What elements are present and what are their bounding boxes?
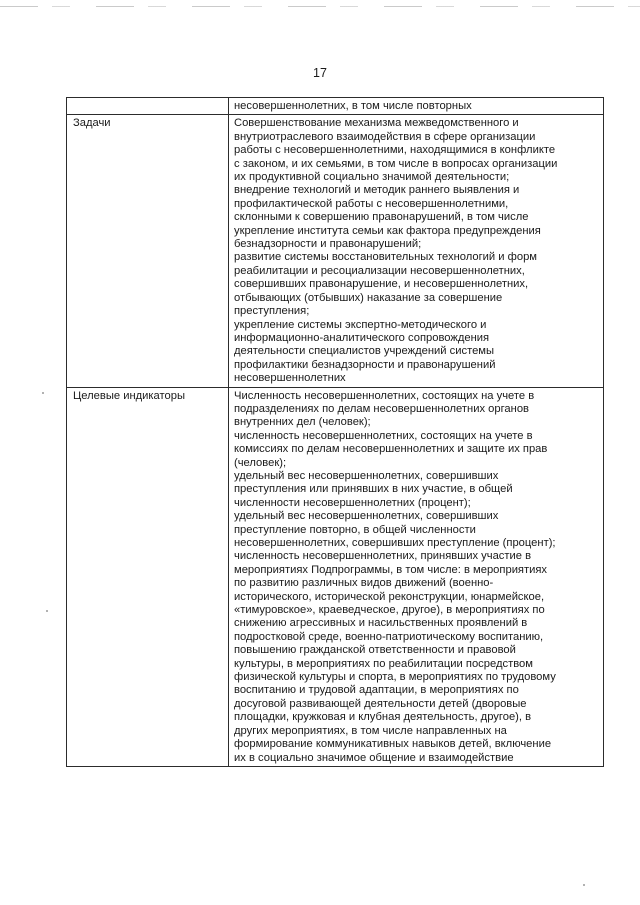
content-line: досуговой развивающей деятельности детей (дворовые	[234, 697, 527, 710]
row-label-tasks: Задачи	[67, 115, 229, 387]
content-line: культуры, в мероприятиях по реабилитации посредством	[234, 657, 533, 670]
content-line: их продуктивной социально значимой деятельности;	[234, 171, 510, 184]
content-line: удельный вес несовершеннолетних, совершивших	[234, 469, 499, 482]
content-line: воспитанию и трудовой адаптации, в мероприятиях по	[234, 684, 519, 697]
content-line: реабилитации и ресоциализации несовершеннолетних,	[234, 264, 525, 277]
content-line: снижению агрессивных и насильственных проявлений в	[234, 617, 528, 630]
content-line: внедрение технологий и методик раннего выявления и	[234, 184, 520, 197]
content-line: комиссиях по делам несовершеннолетних и защите их прав	[234, 443, 548, 456]
content-line: преступления;	[234, 305, 310, 318]
program-passport-table	[66, 97, 604, 767]
content-line: повышению гражданской ответственности и правовой	[234, 644, 516, 657]
content-line: внутренних дел (человек);	[234, 416, 371, 429]
content-line: отбывающих (отбывших) наказание за совершение	[234, 291, 503, 304]
content-line: формирование коммуникативных навыков детей, включение	[234, 738, 552, 751]
row-content-continuation	[229, 98, 604, 115]
row-content-tasks	[229, 115, 604, 387]
content-line: преступления или принявших в них участие, в общей	[234, 483, 513, 496]
content-line: подростковой среде, военно-патриотическому воспитанию,	[234, 630, 544, 643]
content-line: с законом, и их семьями, в том числе в вопросах организации	[234, 157, 558, 170]
content-line: профилактики безнадзорности и правонарушений	[234, 358, 496, 371]
content-line: Совершенствование механизма межведомственного и	[234, 117, 519, 130]
content-line: численность несовершеннолетних, принявших участие в	[234, 550, 532, 563]
content-line: профилактической работы с несовершеннолетними,	[234, 197, 509, 210]
content-line: несовершеннолетних, в том числе повторных	[234, 100, 472, 112]
content-line: удельный вес несовершеннолетних, совершивших	[234, 510, 499, 523]
table-row-target-indicators	[67, 387, 604, 766]
content-line: «тимуровское», краеведческое, другое), в мероприятиях по	[234, 604, 545, 617]
content-line: других мероприятиях, в том числе направленных на	[234, 724, 507, 737]
scan-artifact-line	[0, 6, 640, 7]
scan-speck	[42, 392, 44, 394]
content-line: Численность несовершеннолетних, состоящих на учете в	[234, 389, 535, 402]
content-line: внутриотраслевого взаимодействия в сфере организации	[234, 130, 536, 143]
content-line: информационно-аналитического сопровождения	[234, 331, 490, 344]
content-line: численность несовершеннолетних, состоящих на учете в	[234, 429, 533, 442]
content-line: по развитию различных видов движений (военно-	[234, 577, 494, 590]
content-line: подразделениях по делам несовершеннолетних органов	[234, 402, 530, 415]
content-line: укрепление института семьи как фактора предупреждения	[234, 224, 541, 237]
content-line: мероприятиях Подпрограммы, в том числе: в мероприятиях	[234, 563, 548, 576]
content-line: физической культуры и спорта, в мероприятиях по трудовому	[234, 671, 556, 684]
page-number: 17	[313, 66, 327, 80]
row-label-target-indicators: Целевые индикаторы	[67, 387, 229, 766]
content-line: их в социально значимое общение и взаимодействие	[234, 751, 514, 764]
content-line: площадки, кружковая и клубная деятельность, другое), в	[234, 711, 532, 724]
content-line: работы с несовершеннолетними, находящимися в конфликте	[234, 144, 556, 157]
content-line: преступление повторно, в общей численности	[234, 523, 476, 536]
content-line: совершивших правонарушение, и несовершеннолетних,	[234, 278, 529, 291]
content-line: численности несовершеннолетних (процент);	[234, 496, 471, 509]
content-line: безнадзорности и правонарушений;	[234, 238, 422, 251]
content-line: деятельности специалистов учреждений системы	[234, 345, 495, 358]
content-line: исторического, исторической реконструкции, юнармейское,	[234, 590, 545, 603]
row-content-target-indicators	[229, 387, 604, 766]
row-label-empty	[67, 98, 229, 115]
content-line: несовершеннолетних, совершивших преступление (процент);	[234, 537, 556, 549]
content-line: склонными к совершению правонарушений, в том числе	[234, 211, 529, 224]
content-line: укрепление системы экспертно-методического и	[234, 318, 487, 331]
table-row-tasks	[67, 115, 604, 387]
scan-speck	[583, 884, 585, 886]
scan-speck	[46, 610, 48, 612]
content-line: развитие системы восстановительных технологий и форм	[234, 251, 537, 264]
table-row-continuation	[67, 98, 604, 115]
content-line: несовершеннолетних	[234, 372, 346, 385]
content-line: (человек);	[234, 456, 287, 469]
